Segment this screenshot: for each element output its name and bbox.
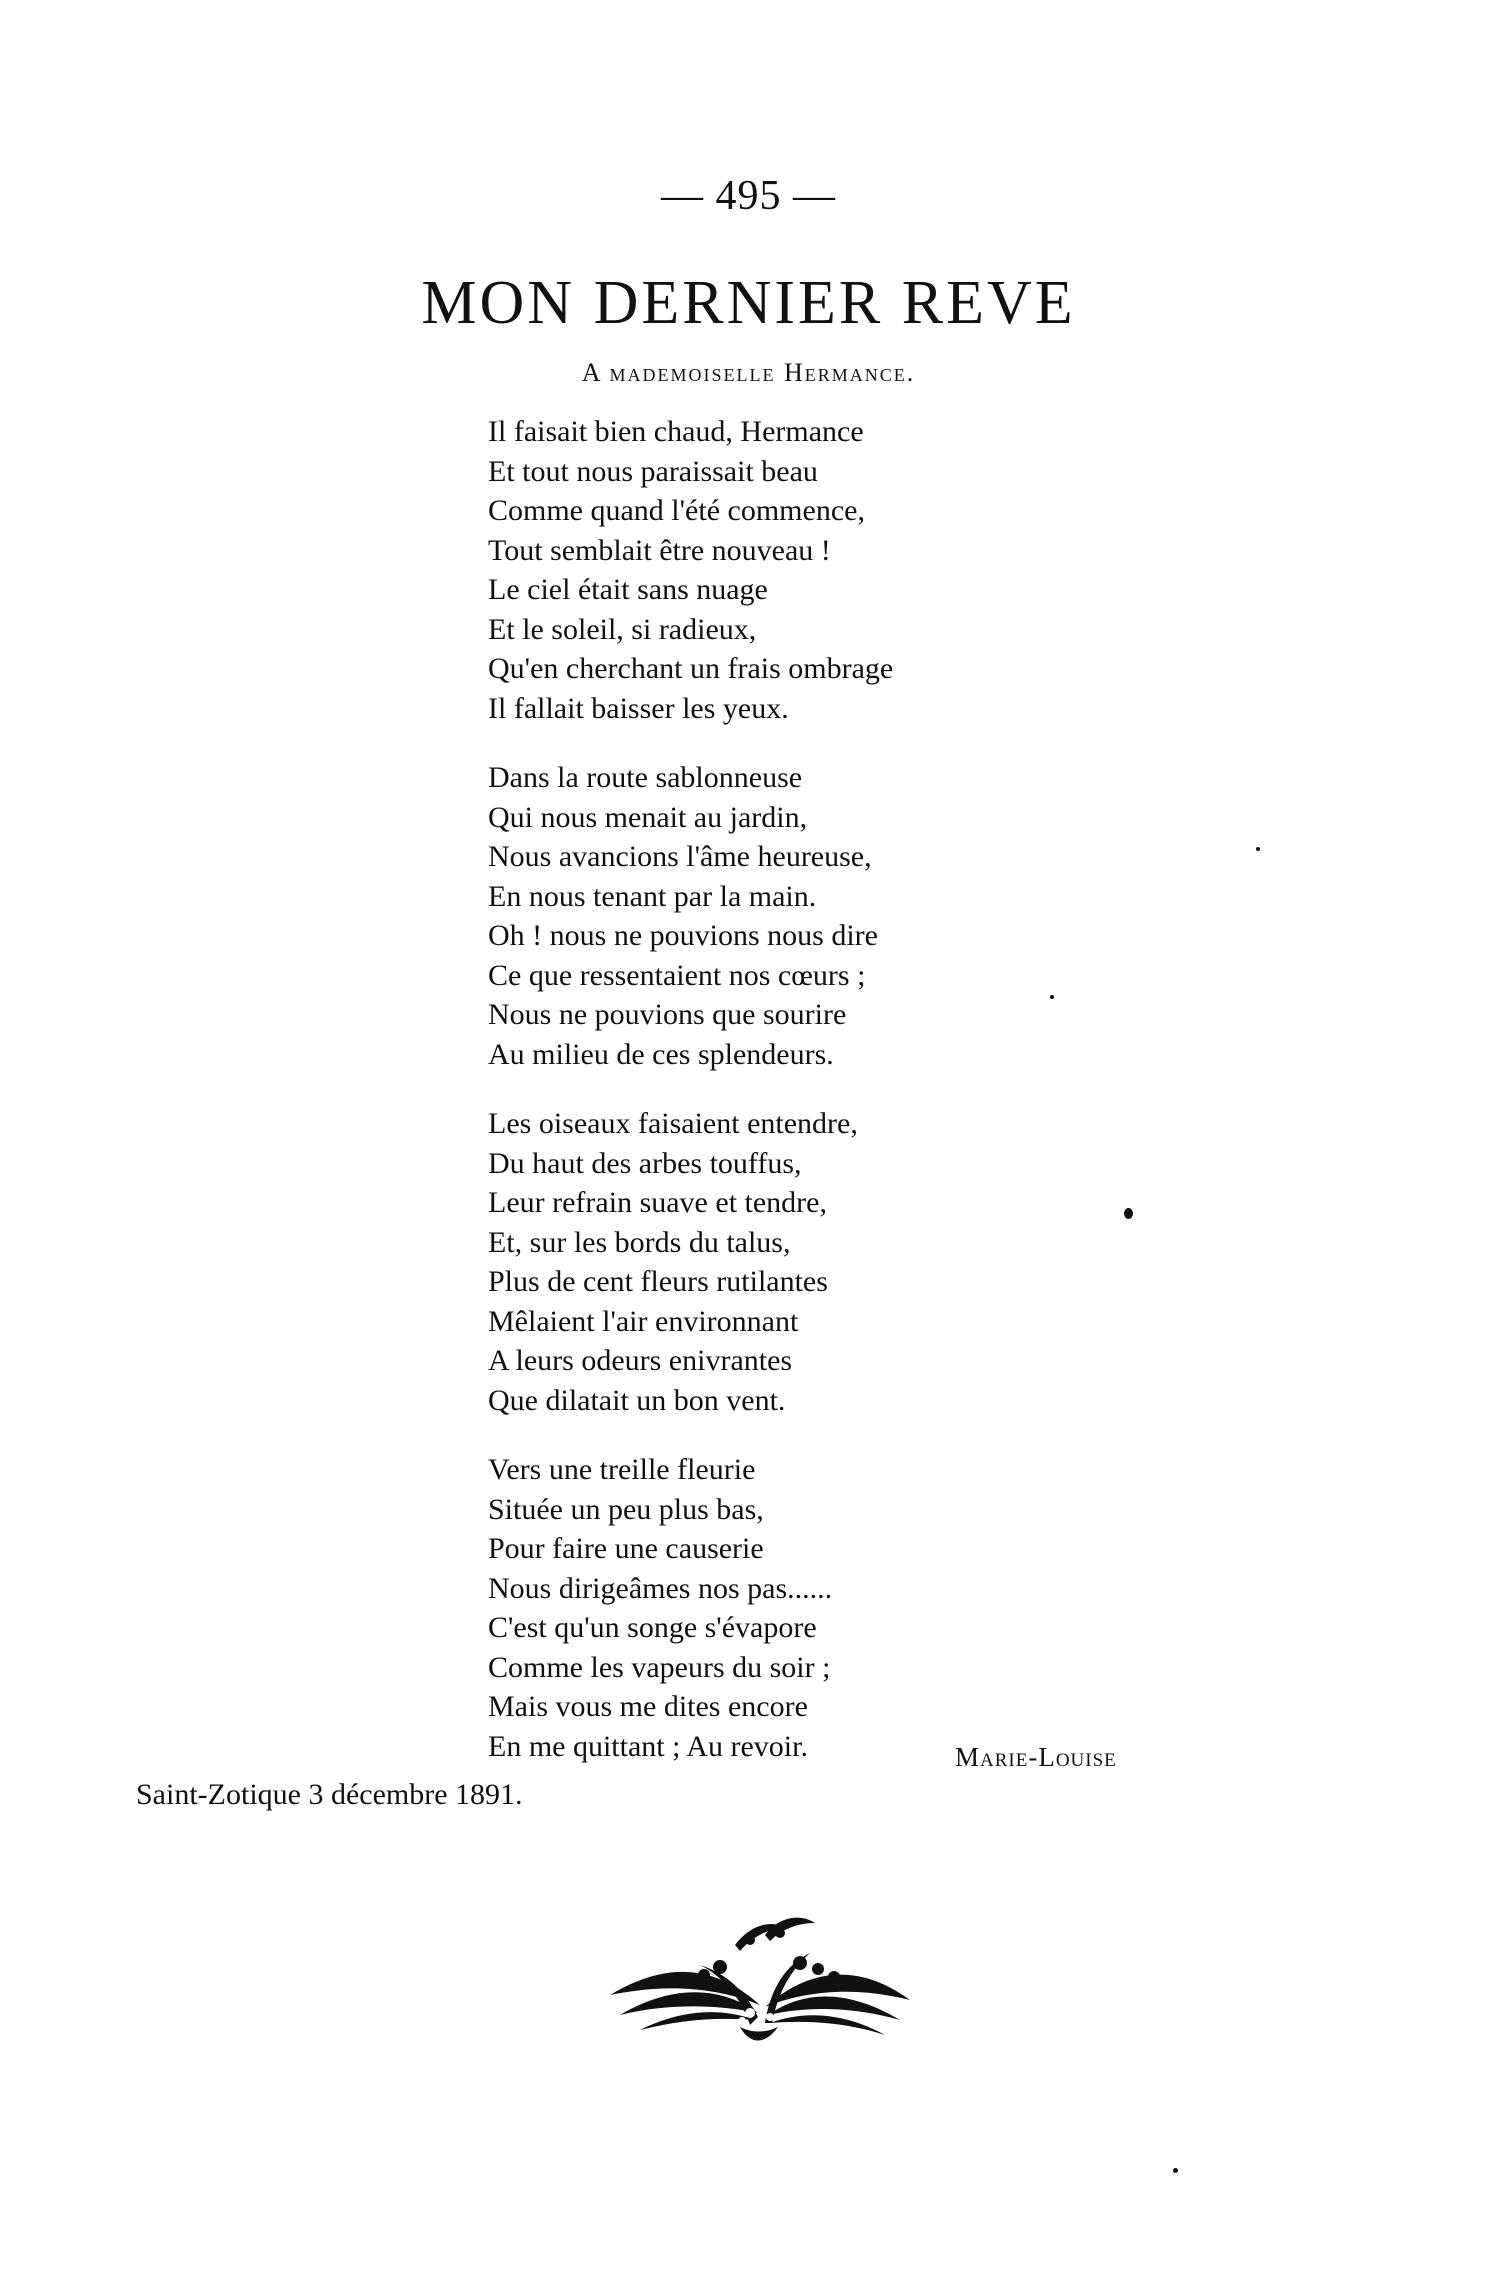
poem-line: Du haut des arbes touffus, [488, 1146, 802, 1180]
stanza-3 [488, 1104, 1028, 1420]
poem-line: Nous dirigeâmes nos pas...... [488, 1571, 833, 1605]
dedication: A mademoiselle Hermance. [581, 358, 916, 387]
stanza-1 [488, 412, 1028, 728]
poem-line: Leur refrain suave et tendre, [488, 1186, 827, 1219]
poem-line: Située un peu plus bas, [488, 1492, 764, 1526]
poem-line: Dans la route sablonneuse [488, 761, 803, 794]
ink-speck [1124, 1208, 1133, 1219]
poem-line: Mais vous me dites encore [488, 1690, 808, 1723]
poem-body [488, 412, 1028, 1766]
poem-line: Les oiseaux faisaient entendre, [488, 1107, 858, 1140]
poem-line: Nous ne pouvions que sourire [488, 998, 847, 1031]
poem-line: Oh ! nous ne pouvions nous dire [488, 919, 878, 952]
poem-line: Qui nous menait au jardin, [488, 800, 808, 834]
poem-line: Qu'en cherchant un frais ombrage [488, 652, 894, 685]
poem-line: Pour faire une causerie [488, 1532, 764, 1565]
poem-line: Comme les vapeurs du soir ; [488, 1650, 831, 1684]
poem-line: En me quittant ; Au revoir. [488, 1729, 808, 1763]
stanza-2 [488, 758, 1028, 1074]
poem-line: A leurs odeurs enivrantes [488, 1344, 793, 1377]
stanza-4 [488, 1450, 1028, 1766]
poem-line: Mêlaient l'air environnant [488, 1304, 799, 1338]
poem-line: Plus de cent fleurs rutilantes [488, 1265, 828, 1298]
poem-line: Tout semblait être nouveau ! [488, 533, 831, 567]
poem-line: C'est qu'un songe s'évapore [488, 1611, 817, 1644]
poem-title: MON DERNIER REVE [421, 269, 1076, 337]
poem-line: Comme quand l'été commence, [488, 494, 865, 527]
poem-line: Nous avancions l'âme heureuse, [488, 840, 872, 873]
author-signature: Marie-Louise [955, 1742, 1117, 1772]
poem-line: Et, sur les bords du talus, [488, 1225, 791, 1259]
ink-speck [1050, 995, 1054, 999]
poem-line: Et le soleil, si radieux, [488, 612, 757, 646]
ink-speck [1173, 2168, 1178, 2173]
page-number: — 495 — [661, 173, 836, 219]
poem-line: Et tout nous paraissait beau [488, 454, 818, 488]
poem-line: Ce que ressentaient nos cœurs ; [488, 958, 866, 992]
poem-line: Le ciel était sans nuage [488, 573, 768, 606]
poem-line: Il faisait bien chaud, Hermance [488, 415, 864, 448]
place-date: Saint-Zotique 3 décembre 1891. [136, 1778, 523, 1811]
poem-line: Vers une treille fleurie [488, 1453, 756, 1486]
poem-line: En nous tenant par la main. [488, 879, 817, 913]
poem-line: Que dilatait un bon vent. [488, 1383, 786, 1417]
poem-line: Il fallait baisser les yeux. [488, 691, 789, 725]
ink-speck [1256, 847, 1260, 851]
lily-of-the-valley-ornament-icon [600, 1905, 920, 2055]
poem-line: Au milieu de ces splendeurs. [488, 1037, 834, 1071]
